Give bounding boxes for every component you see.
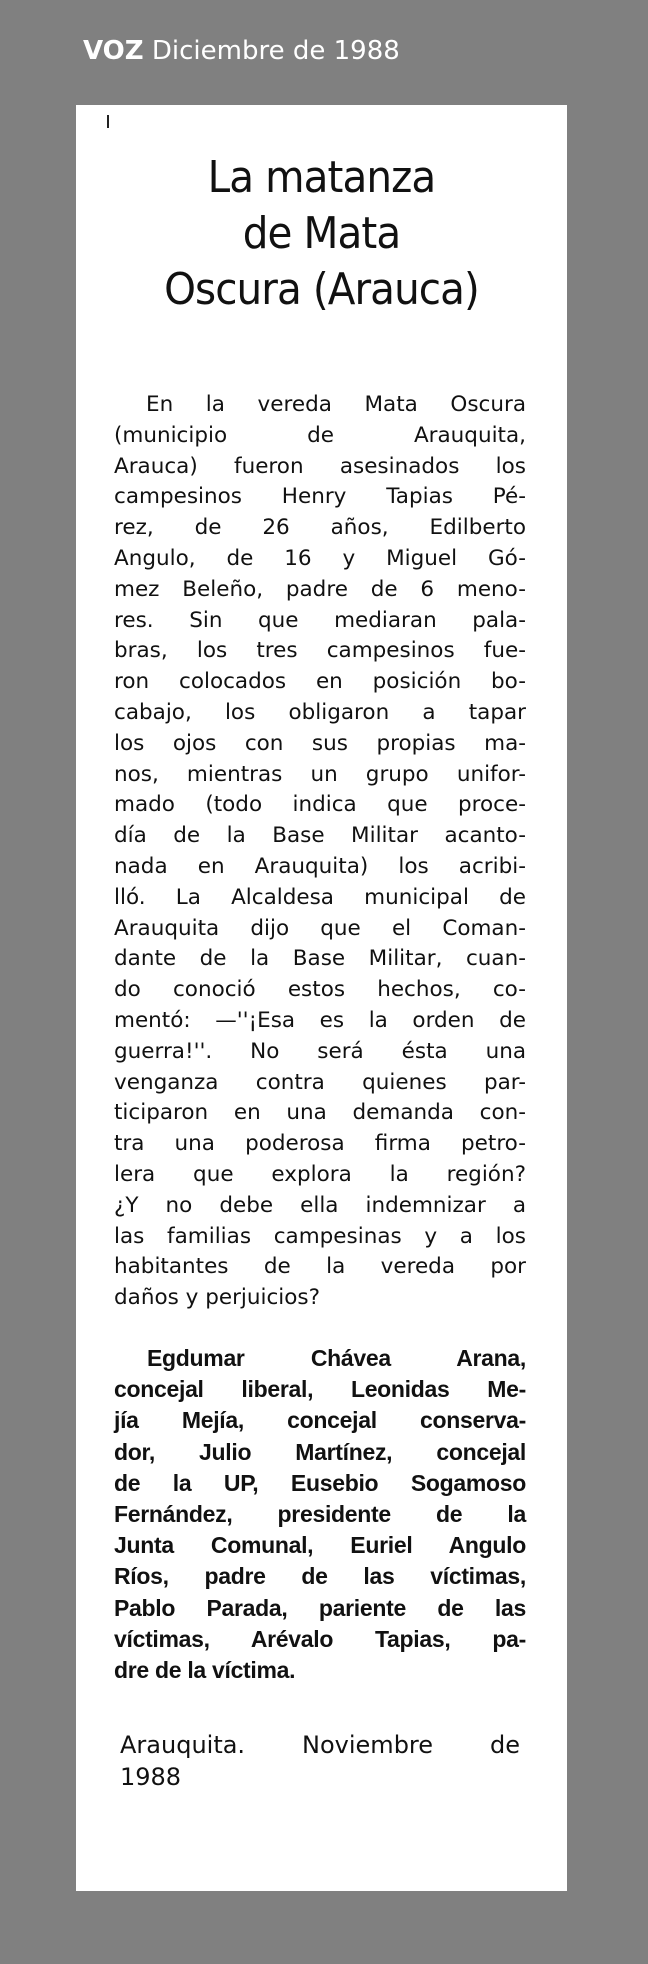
title-line: La matanza (207, 152, 436, 203)
body-line: habitantes de la vereda por (114, 1254, 526, 1280)
signatory-line: víctimas, Arévalo Tapias, pa- (114, 1625, 526, 1652)
article-body (114, 390, 526, 1314)
body-line: ¿Y no debe ella indemnizar a (114, 1192, 526, 1218)
signatory-line: Pablo Parada, pariente de las (114, 1594, 526, 1621)
scan-mark (107, 115, 109, 128)
body-line: ticiparon en una demanda con- (114, 1100, 526, 1126)
body-line: ron colocados en posición bo- (114, 669, 526, 695)
body-line: lera que explora la región? (114, 1161, 526, 1187)
body-line: (municipio de Arauquita, (114, 422, 526, 448)
dateline (120, 1729, 520, 1793)
body-line: guerra!''. No será ésta una (114, 1038, 526, 1064)
signatory-line: Junta Comunal, Euriel Angulo (114, 1532, 526, 1559)
body-line: tra una poderosa firma petro- (114, 1131, 526, 1157)
body-line: lló. La Alcaldesa municipal de (114, 884, 526, 910)
body-line: mez Beleño, padre de 6 meno- (114, 576, 526, 602)
body-line: do conoció estos hechos, co- (114, 977, 526, 1003)
body-line: Arauca) fueron asesinados los (114, 453, 526, 479)
body-line: día de la Base Militar acanto- (114, 823, 526, 849)
body-line: mentó: —''¡Esa es la orden de (114, 1007, 526, 1033)
body-line: cabajo, los obligaron a tapar (114, 699, 526, 725)
body-line: rez, de 26 años, Edilberto (114, 515, 526, 541)
signatory-line: de la UP, Eusebio Sogamoso (114, 1469, 526, 1496)
publication-name: VOZ (83, 36, 144, 66)
body-line: mado (todo indica que proce- (114, 792, 526, 818)
signatory-line: dre de la víctima. (114, 1656, 296, 1683)
dateline-line: 1988 (120, 1763, 182, 1791)
body-line: bras, los tres campesinos fue- (114, 638, 526, 664)
body-line: los ojos con sus propias ma- (114, 730, 526, 756)
body-line: campesinos Henry Tapias Pé- (114, 484, 526, 510)
body-line: las familias campesinas y a los (114, 1223, 526, 1249)
body-line: nos, mientras un grupo unifor- (114, 761, 526, 787)
body-line: daños y perjuicios? (114, 1285, 321, 1311)
signatories (114, 1343, 526, 1686)
title-line: Oscura (Arauca) (164, 264, 479, 315)
body-line: En la vereda Mata Oscura (146, 392, 526, 417)
body-line: dante de la Base Militar, cuan- (114, 946, 526, 972)
body-line: Arauquita dijo que el Coman- (114, 915, 526, 941)
article-title (114, 150, 529, 318)
body-line: nada en Arauquita) los acribi- (114, 853, 526, 879)
signatory-line: Fernández, presidente de la (114, 1500, 526, 1527)
dateline-line: Arauquita. Noviembre de (120, 1731, 520, 1759)
publication-date: Diciembre de 1988 (151, 36, 400, 66)
signatory-line: concejal liberal, Leonidas Me- (114, 1376, 526, 1403)
body-line: Angulo, de 16 y Miguel Gó- (114, 545, 526, 571)
body-line: res. Sin que mediaran pala- (114, 607, 526, 633)
newspaper-clipping (76, 105, 567, 1891)
signatory-line: Ríos, padre de las víctimas, (114, 1563, 526, 1590)
signatory-line: jía Mejía, concejal conserva- (114, 1407, 526, 1434)
signatory-line: dor, Julio Martínez, concejal (114, 1438, 526, 1465)
body-line: venganza contra quienes par- (114, 1069, 526, 1095)
page-header (83, 34, 400, 68)
title-line: de Mata (242, 208, 401, 259)
signatory-line: Egdumar Chávea Arana, (147, 1345, 526, 1371)
